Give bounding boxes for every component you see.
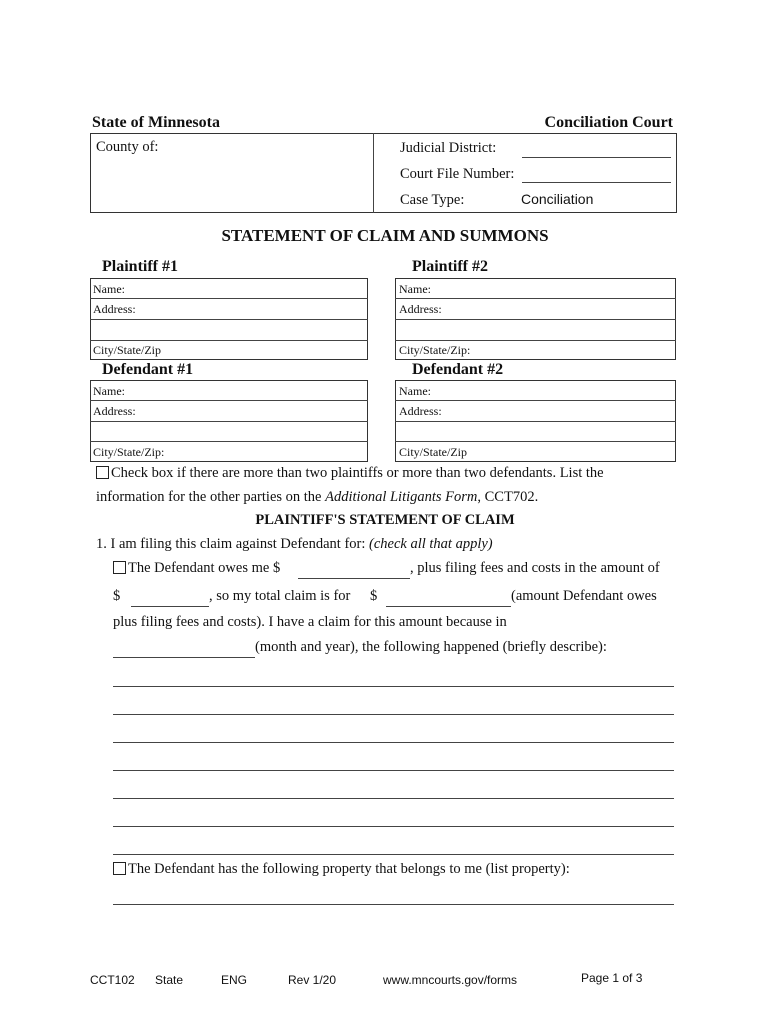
defendant2-name-field[interactable]: Name: (399, 384, 431, 398)
footer-url[interactable]: www.mncourts.gov/forms (383, 973, 518, 987)
amount-defendant-owes-text: (amount Defendant owes (511, 588, 657, 604)
state-label: State of Minnesota (92, 114, 220, 131)
property-line: The Defendant has the following property that belongs to me (list property): (113, 861, 570, 878)
property-checkbox[interactable] (113, 862, 126, 875)
footer-page-number: Page 1 of 3 (581, 971, 643, 985)
description-line[interactable] (113, 742, 674, 743)
total-dollar-sign: $ (370, 588, 378, 604)
defendant1-heading: Defendant #1 (102, 361, 194, 378)
defendant1-city-field[interactable]: City/State/Zip: (93, 445, 165, 459)
description-line[interactable] (113, 826, 674, 827)
description-line[interactable] (113, 854, 674, 855)
description-line[interactable] (113, 686, 674, 687)
extra-parties-checkbox[interactable] (96, 466, 109, 479)
claim-intro: 1. I am filing this claim against Defendant for: (check all that apply) (96, 536, 493, 552)
plaintiff1-address-field[interactable]: Address: (93, 302, 136, 316)
plaintiff2-address-field[interactable]: Address: (399, 302, 442, 316)
court-label: Conciliation Court (544, 114, 673, 131)
owes-post: , plus filing fees and costs in the amount of (410, 560, 660, 576)
case-type-value: Conciliation (521, 191, 594, 207)
defendant1-name-field[interactable]: Name: (93, 384, 125, 398)
defendant1-address-field[interactable]: Address: (93, 404, 136, 418)
plaintiff1-city-field[interactable]: City/State/Zip (93, 343, 161, 357)
defendant2-heading: Defendant #2 (412, 361, 504, 378)
defendant2-city-field[interactable]: City/State/Zip (399, 445, 467, 459)
plaintiff2-city-field[interactable]: City/State/Zip: (399, 343, 471, 357)
claim-reason-text: plus filing fees and costs). I have a claim for this amount because in (113, 614, 507, 630)
property-description-line[interactable] (113, 904, 674, 905)
extra-parties-line2: information for the other parties on the Additional Litigants Form, CCT702. (96, 489, 539, 505)
description-line[interactable] (113, 714, 674, 715)
footer-revision: Rev 1/20 (288, 973, 337, 987)
total-claim-text: , so my total claim is for (209, 588, 351, 604)
case-info-divider (373, 133, 374, 213)
court-file-number-label: Court File Number: (400, 166, 515, 182)
plaintiff1-name-field[interactable]: Name: (93, 282, 125, 296)
fees-amount-field[interactable] (131, 606, 209, 607)
footer-form-number: CCT102 (90, 973, 135, 987)
county-label: County of: (96, 139, 159, 155)
description-line[interactable] (113, 770, 674, 771)
case-type-label: Case Type: (400, 192, 465, 208)
owes-checkbox[interactable] (113, 561, 126, 574)
additional-litigants-form-name: Additional Litigants Form (325, 489, 478, 505)
footer-state: State (155, 973, 184, 987)
owed-amount-field[interactable] (298, 578, 410, 579)
month-year-field[interactable] (113, 657, 255, 658)
month-year-text: (month and year), the following happened (briefly describe): (255, 639, 607, 655)
defendant2-address-field[interactable]: Address: (399, 404, 442, 418)
total-amount-field[interactable] (386, 606, 511, 607)
description-line[interactable] (113, 798, 674, 799)
section-heading: PLAINTIFF'S STATEMENT OF CLAIM (255, 512, 515, 528)
court-file-number-field[interactable] (522, 182, 671, 183)
footer-language: ENG (221, 973, 248, 987)
fees-dollar-sign: $ (113, 588, 121, 604)
judicial-district-label: Judicial District: (400, 140, 497, 156)
extra-parties-line1: Check box if there are more than two plaintiffs or more than two defendants. List the (96, 465, 604, 482)
judicial-district-field[interactable] (522, 157, 671, 158)
owes-line: The Defendant owes me $ (113, 560, 280, 577)
plaintiff2-name-field[interactable]: Name: (399, 282, 431, 296)
plaintiff1-heading: Plaintiff #1 (102, 258, 178, 275)
plaintiff2-heading: Plaintiff #2 (412, 258, 488, 275)
page-title: STATEMENT OF CLAIM AND SUMMONS (221, 226, 549, 245)
